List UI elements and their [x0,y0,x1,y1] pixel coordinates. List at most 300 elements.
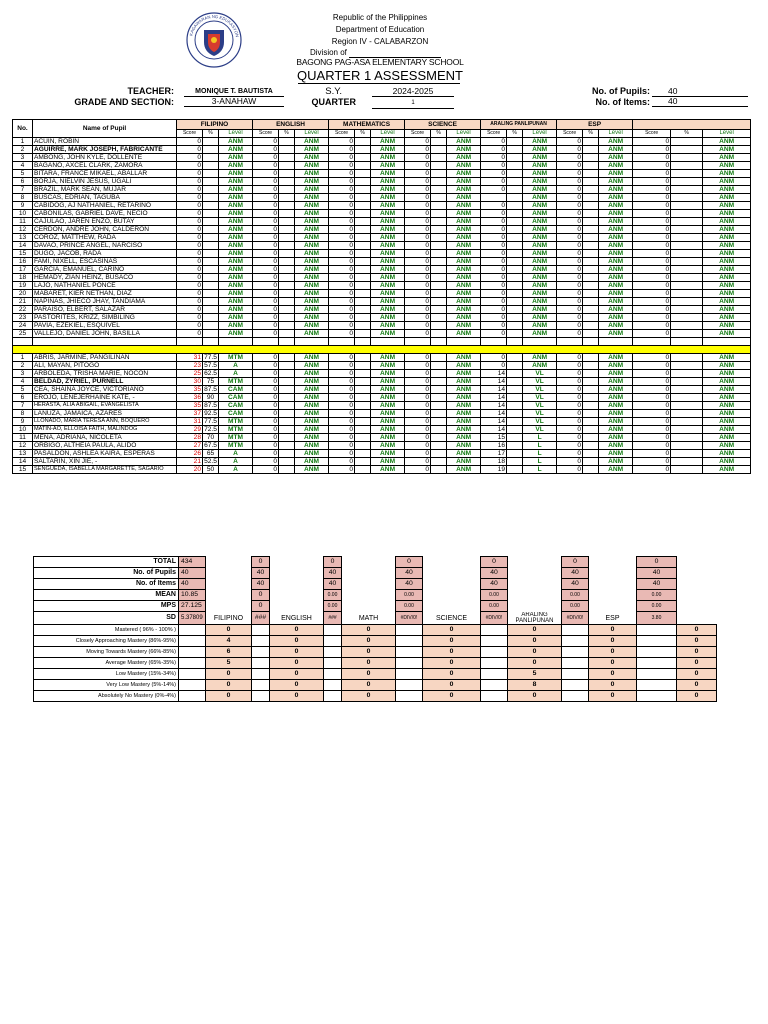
percent-cell [203,138,219,146]
percent-cell [203,154,219,162]
percent-cell [203,226,219,234]
score-cell: 0 [329,242,355,250]
percent-cell [279,154,295,162]
level-cell: ANM [219,290,253,298]
pupil-number: 10 [13,210,33,218]
score-cell: 0 [253,138,279,146]
score-cell: 0 [405,194,431,202]
level-cell: ANM [523,218,557,226]
mastery-spacer [562,657,589,668]
blank-cell [253,338,279,346]
summary-first-value: 27.125 [179,601,206,612]
percent-cell: 52.5 [204,458,217,465]
level-cell: ANM [599,330,633,338]
percent-cell [583,362,599,370]
level-cell: ANM [371,170,405,178]
score-cell: 0 [405,210,431,218]
mastery-count: 0 [508,646,562,657]
score-cell: 0 [633,202,671,210]
level-cell: ANM [295,330,329,338]
summary-stat-label: TOTAL [34,557,179,568]
mastery-spacer [637,635,677,646]
percent-cell [507,306,523,314]
pupil-name: DUGO, JACOB, RADA [33,250,177,258]
level-cell: ANM [703,146,751,154]
pupil-row [13,202,751,210]
summary-stat-label: MPS [34,601,179,612]
pupil-number: 6 [13,178,33,186]
score-cell: 0 [405,146,431,154]
gender-separator-row [13,346,751,354]
percent-cell [507,274,523,282]
level-cell: ANM [447,138,481,146]
summary-spacer [342,568,396,579]
level-cell: ANM [447,170,481,178]
pupil-row [13,170,751,178]
score-cell: 0 [329,450,355,458]
score-cell: 0 [405,370,431,378]
summary-subject-value: 40 [324,579,342,590]
level-cell: ANM [219,298,253,306]
level-cell: ANM [523,362,557,370]
pupil-number: 21 [13,298,33,306]
mastery-count: 0 [677,668,717,679]
summary-spacer [206,557,252,568]
score-cell: 0 [557,250,583,258]
score-cell: 0 [329,394,355,402]
level-cell: ANM [295,386,329,394]
percent-cell [431,170,447,178]
summary-subject-value: 0.00 [637,590,677,601]
percent-cell [671,466,703,474]
level-cell: ANM [447,442,481,450]
subject-name-label: FILIPINO [213,614,244,622]
mastery-spacer [637,690,677,701]
mastery-spacer [324,690,342,701]
score-cell: 0 [481,202,507,210]
percent-cell [507,170,523,178]
percent-cell [583,378,599,386]
level-cell: ANM [295,450,329,458]
level-cell: ANM [523,226,557,234]
pupil-name: MATIN-AO, ELLOISA FAITH, MALINDOG [33,426,177,434]
summary-stat-label: No. of Pupils [34,568,179,579]
score-cell: 14 [481,410,507,418]
summary-subject-value: 40 [396,579,423,590]
pupil-name: BAGANO, AXCEL CLARK, ZAMORA [33,162,177,170]
mastery-label: Very Low Mastery (5%-14%) [34,679,179,690]
level-cell: ANM [703,458,751,466]
mastery-count: 0 [423,679,481,690]
blank-cell [33,338,177,346]
level-cell: ANM [447,322,481,330]
score-cell: 0 [557,354,583,362]
level-cell: ANM [295,138,329,146]
score-cell: 0 [557,218,583,226]
pupil-name: AMBONG, JOHN KYLE, DOLLENTE [33,154,177,162]
pupil-row [13,162,751,170]
percent-cell [355,146,371,154]
summary-stat-label: SD [34,612,179,625]
subject-header: FILIPINO [177,120,253,130]
mastery-count: 8 [508,679,562,690]
percent-cell [431,322,447,330]
mastery-count: 0 [342,690,396,701]
pupil-name: HEMADY, ZIAN HEINZ, BUSACO [33,274,177,282]
mastery-count: 0 [342,646,396,657]
score-cell: 0 [405,258,431,266]
score-cell: 0 [633,362,671,370]
percent-cell [355,266,371,274]
blank-cell [329,338,355,346]
level-cell: ANM [703,250,751,258]
percent-cell [583,370,599,378]
percent-cell [507,242,523,250]
level-cell: ANM [703,202,751,210]
mastery-count: 0 [677,635,717,646]
summary-subject-value: 40 [324,568,342,579]
level-cell: ANM [447,362,481,370]
score-cell: 18 [481,458,507,466]
level-cell: ANM [219,266,253,274]
score-cell: 0 [481,354,507,362]
score-cell: 0 [405,418,431,426]
mastery-spacer [562,646,589,657]
score-cell: 0 [253,242,279,250]
summary-subject-value: 40 [637,568,677,579]
score-cell: 0 [481,322,507,330]
pupil-name: ABRIS, JARMINE, PANGILINAN [33,354,177,362]
level-cell: ANM [371,426,405,434]
percent-cell [671,274,703,282]
pupil-row [13,418,751,426]
summary-subject-value: 0 [396,557,423,568]
percent-cell [507,146,523,154]
pupil-row [13,210,751,218]
mastery-count: 0 [342,679,396,690]
percent-cell [203,274,219,282]
pupil-row [13,378,751,386]
subject-name-label: MATH [358,614,379,622]
level-cell: ANM [447,194,481,202]
level-cell: ANM [703,370,751,378]
level-cell: ANM [371,434,405,442]
level-cell: ANM [447,394,481,402]
score-cell: 0 [405,186,431,194]
pupil-name: ACUIN, ROBIN [33,138,177,146]
pupil-name: LLONADO, MARIA TERESA ANN, BOQUERO [33,418,177,426]
mastery-spacer [637,679,677,690]
level-cell: ANM [703,282,751,290]
percent-cell [279,442,295,450]
level-cell: ANM [523,162,557,170]
level-cell: ANM [523,138,557,146]
score-cell: 0 [177,170,203,178]
division-label: Division of [310,48,347,57]
pupil-row [13,282,751,290]
pupil-row [13,450,751,458]
percent-cell [507,266,523,274]
summary-subject-value: #DIV/0! [562,612,589,625]
summary-spacer [589,557,637,568]
summary-spacer [589,601,637,612]
level-cell: ANM [295,442,329,450]
level-cell: ANM [599,450,633,458]
level-cell: ANM [599,234,633,242]
level-cell: ANM [295,258,329,266]
score-cell: 0 [633,330,671,338]
percent-cell [203,202,219,210]
level-cell: ANM [703,466,751,474]
level-cell: ANM [599,314,633,322]
score-cell: 0 [557,442,583,450]
col-no-header: No. [13,120,33,138]
summary-subject-value: ### [252,612,270,625]
mastery-count: 0 [342,657,396,668]
percent-cell [431,370,447,378]
score-cell: 0 [633,226,671,234]
level-cell: ANM [371,386,405,394]
score-cell: 0 [405,394,431,402]
level-cell: ANM [219,218,253,226]
level-cell: VL [523,410,557,418]
level-cell: ANM [523,322,557,330]
pupil-number: 7 [13,402,33,410]
level-cell: ANM [447,178,481,186]
level-cell: ANM [447,282,481,290]
summary-spacer [677,612,717,625]
percent-cell [355,138,371,146]
level-cell: ANM [295,274,329,282]
score-cell: 0 [253,386,279,394]
percent-cell [431,202,447,210]
level-cell: ANM [219,250,253,258]
percent-cell [671,234,703,242]
subject-name-label: ARALING PANLIPUNAN [515,611,554,624]
percent-cell [431,194,447,202]
score-cell: 0 [253,266,279,274]
mastery-count: 0 [342,635,396,646]
items-label: No. of Items: [595,97,650,107]
percent-cell [355,370,371,378]
summary-subject-value: 0.00 [481,590,508,601]
level-cell: ANM [703,218,751,226]
percent-cell [671,330,703,338]
percent-cell [507,322,523,330]
score-cell: 0 [329,418,355,426]
summary-stat-row [34,590,768,601]
percent-cell [279,378,295,386]
level-cell: ANM [371,266,405,274]
percent-cell [671,378,703,386]
blank-cell [447,338,481,346]
percent-cell [355,290,371,298]
mastery-count: 0 [589,635,637,646]
summary-subject-value: 0.00 [562,590,589,601]
summary-first-value: 5.37809 [179,612,206,625]
score-cell: 0 [405,410,431,418]
score-cell: 0 [557,138,583,146]
percent-cell [671,282,703,290]
level-cell: ANM [703,418,751,426]
pupil-name: BUSCAS, EDRIAN, TAGUBA [33,194,177,202]
level-cell: A [219,450,253,458]
score-cell: 0 [329,210,355,218]
score-cell: 0 [405,458,431,466]
score-header: Score [633,130,671,138]
level-header: Level [599,130,633,138]
percent-cell [355,258,371,266]
score-cell: 0 [177,306,203,314]
pupil-name: LAJO, NATHANIEL PONCE [33,282,177,290]
level-cell: ANM [371,418,405,426]
percent-cell [279,418,295,426]
summary-subject-value: 0 [637,557,677,568]
level-cell: ANM [295,146,329,154]
score-cell: 0 [557,458,583,466]
score-cell: 0 [177,210,203,218]
level-cell: ANM [447,154,481,162]
score-cell: 0 [405,386,431,394]
percent-cell [431,218,447,226]
percent-cell [279,186,295,194]
score-cell: 0 [177,266,203,274]
score-cell: 0 [557,402,583,410]
score-cell: 16 [481,442,507,450]
summary-spacer [589,590,637,601]
score-cell: 0 [405,178,431,186]
percent-cell [279,362,295,370]
percent-cell [507,162,523,170]
summary-spacer [508,590,562,601]
pupil-number: 20 [13,290,33,298]
level-cell: ANM [295,186,329,194]
pupil-number: 11 [13,434,33,442]
level-cell: ANM [703,138,751,146]
score-cell: 0 [633,242,671,250]
percent-cell [431,386,447,394]
score-cell: 15 [481,434,507,442]
level-cell: ANM [447,402,481,410]
score-cell: 0 [633,450,671,458]
score-cell: 0 [177,258,203,266]
level-cell: ANM [447,386,481,394]
score-cell: 0 [329,282,355,290]
level-cell: ANM [599,138,633,146]
score-cell: 0 [405,234,431,242]
percent-cell [583,418,599,426]
percent-cell [279,170,295,178]
score-cell: 0 [177,178,203,186]
score-cell: 0 [329,354,355,362]
score-cell: 0 [633,442,671,450]
summary-spacer [270,590,324,601]
score-cell: 0 [481,314,507,322]
mastery-count: 0 [508,657,562,668]
summary-subject-value: 0.00 [637,601,677,612]
level-cell: L [523,450,557,458]
summary-spacer [677,601,717,612]
pupils-label: No. of Pupils: [592,86,650,96]
level-cell: ANM [599,362,633,370]
blank-cell [355,338,371,346]
level-cell: ANM [703,154,751,162]
pupil-number: 8 [13,410,33,418]
mastery-count: 0 [342,668,396,679]
percent-cell [671,450,703,458]
pupil-name: ARBOLEDA, TRISHA MARIE, NOCON [33,370,177,378]
score-cell: 23 [177,362,203,370]
percent-cell [583,298,599,306]
percent-cell [507,442,523,450]
score-cell: 0 [481,250,507,258]
score-cell: 0 [633,306,671,314]
level-cell: ANM [371,314,405,322]
level-cell: ANM [371,194,405,202]
blank-cell [633,338,671,346]
level-cell: ANM [371,410,405,418]
level-cell: MTM [219,418,253,426]
percent-cell [355,458,371,466]
header-department: Department of Education [335,25,425,34]
percent-cell [279,138,295,146]
level-cell: ANM [447,434,481,442]
percent-cell [431,330,447,338]
score-cell: 0 [405,138,431,146]
pupil-number: 3 [13,370,33,378]
score-cell: 0 [329,370,355,378]
level-cell: ANM [371,250,405,258]
summary-stat-label: No. of Items [34,579,179,590]
mastery-count: 4 [206,635,252,646]
pupil-row [13,178,751,186]
level-cell: ANM [371,242,405,250]
mastery-count: 0 [423,624,481,635]
blank-cell [431,338,447,346]
percent-cell [507,226,523,234]
mastery-count: 0 [589,679,637,690]
percent-cell [583,242,599,250]
percent-cell [583,226,599,234]
percent-cell [671,418,703,426]
pupil-number: 7 [13,186,33,194]
mastery-row [34,635,768,646]
percent-cell [671,218,703,226]
level-cell: ANM [447,450,481,458]
percent-cell [507,402,523,410]
level-cell: ANM [599,322,633,330]
summary-spacer [423,590,481,601]
percent-cell [431,418,447,426]
summary-subject-value: 0.00 [396,601,423,612]
score-cell: 0 [177,186,203,194]
level-cell: ANM [703,274,751,282]
blank-cell [279,338,295,346]
level-cell: ANM [295,394,329,402]
score-header: Score [329,130,355,138]
percent-cell [671,362,703,370]
percent-cell [507,370,523,378]
score-cell: 0 [329,434,355,442]
percent-cell [203,210,219,218]
percent-cell [355,402,371,410]
score-cell: 0 [329,226,355,234]
summary-subject-value: 0.00 [562,601,589,612]
percent-cell [355,434,371,442]
level-cell: ANM [599,202,633,210]
level-cell: ANM [599,154,633,162]
score-cell: 0 [253,290,279,298]
